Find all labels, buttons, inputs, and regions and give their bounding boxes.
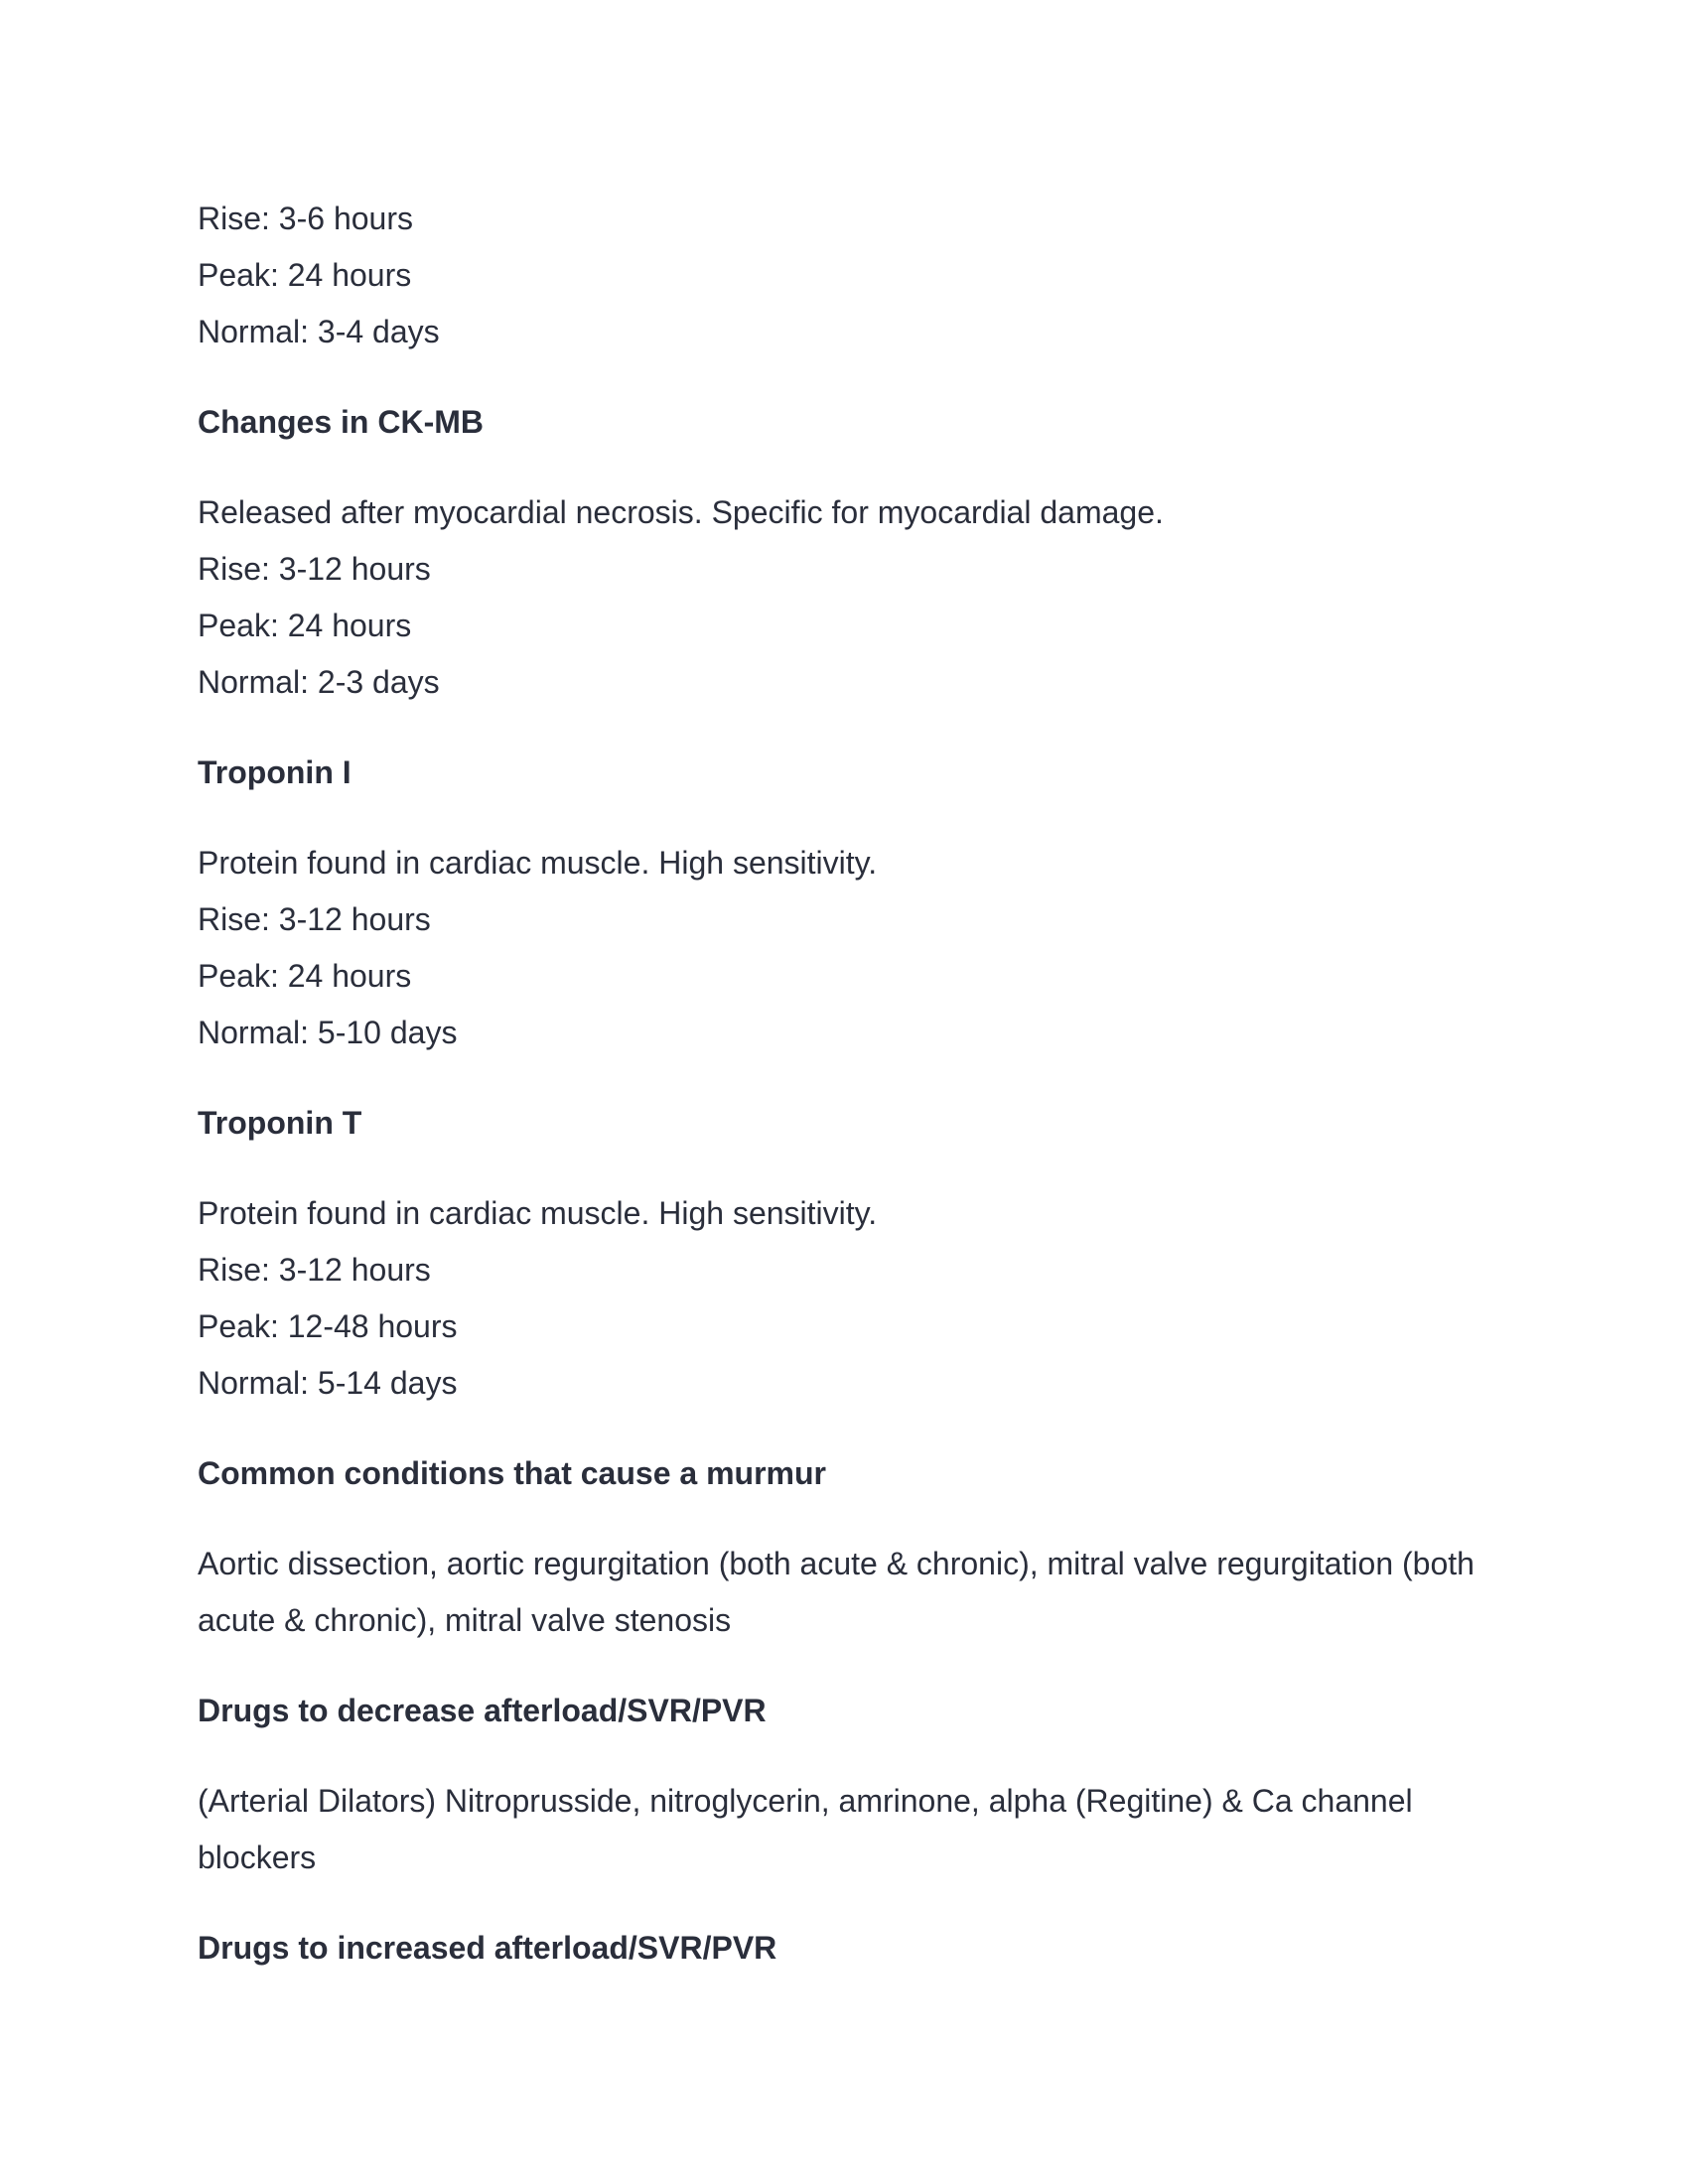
intro-peak: Peak: 24 hours bbox=[198, 257, 412, 293]
troponin-i-rise: Rise: 3-12 hours bbox=[198, 901, 431, 937]
ckmb-rise: Rise: 3-12 hours bbox=[198, 551, 431, 587]
document-page bbox=[198, 191, 1488, 2010]
troponin-t-heading: Troponin T bbox=[198, 1105, 362, 1141]
ckmb-normal: Normal: 2-3 days bbox=[198, 664, 440, 700]
ckmb-peak: Peak: 24 hours bbox=[198, 608, 412, 643]
troponin-i-heading: Troponin I bbox=[198, 754, 352, 790]
troponin-i-normal: Normal: 5-10 days bbox=[198, 1015, 458, 1050]
ckmb-description: Released after myocardial necrosis. Specific for myocardial damage. bbox=[198, 494, 1164, 530]
increase-afterload-heading: Drugs to increased afterload/SVR/PVR bbox=[198, 1930, 777, 1966]
decrease-afterload-text: (Arterial Dilators) Nitroprusside, nitroglycerin, amrinone, alpha (Regitine) & Ca channel blockers bbox=[198, 1783, 1413, 1875]
intro-normal: Normal: 3-4 days bbox=[198, 314, 440, 349]
murmur-text: Aortic dissection, aortic regurgitation (both acute & chronic), mitral valve regurgitation (both acute & chronic), mitral valve stenosis bbox=[198, 1546, 1475, 1638]
troponin-t-normal: Normal: 5-14 days bbox=[198, 1365, 458, 1401]
troponin-i-description: Protein found in cardiac muscle. High sensitivity. bbox=[198, 845, 878, 881]
troponin-t-rise: Rise: 3-12 hours bbox=[198, 1252, 431, 1288]
troponin-t-description: Protein found in cardiac muscle. High sensitivity. bbox=[198, 1195, 878, 1231]
ckmb-heading: Changes in CK-MB bbox=[198, 404, 484, 440]
troponin-t-peak: Peak: 12-48 hours bbox=[198, 1308, 458, 1344]
intro-rise: Rise: 3-6 hours bbox=[198, 201, 413, 236]
decrease-afterload-heading: Drugs to decrease afterload/SVR/PVR bbox=[198, 1693, 767, 1728]
murmur-heading: Common conditions that cause a murmur bbox=[198, 1455, 826, 1491]
troponin-i-peak: Peak: 24 hours bbox=[198, 958, 412, 994]
